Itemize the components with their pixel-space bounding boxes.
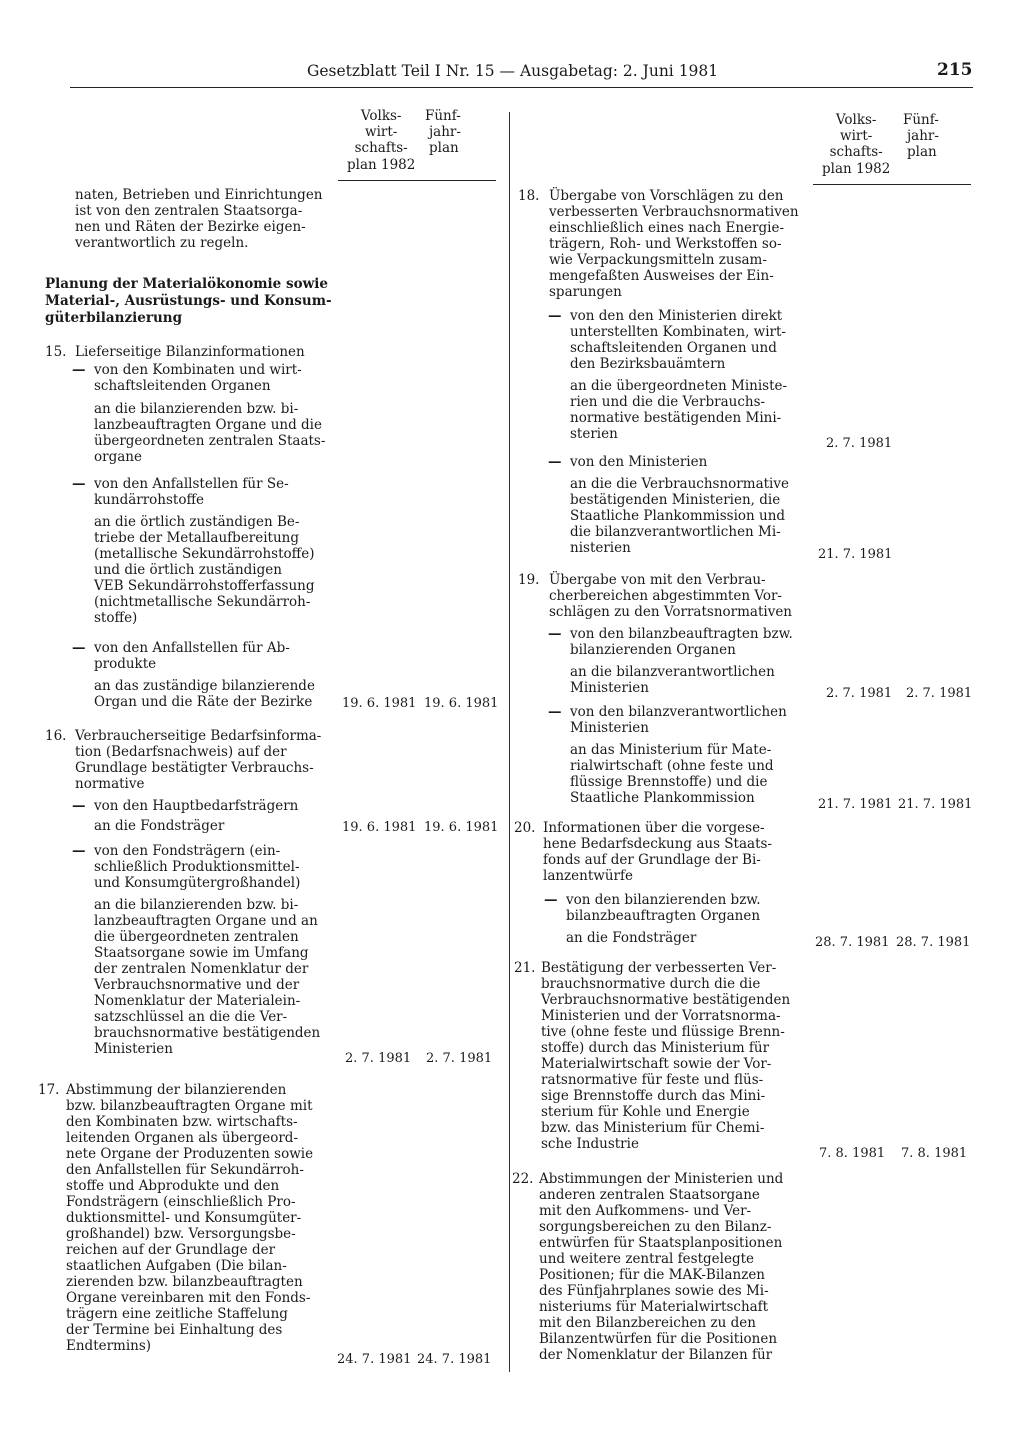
section-heading: Material-, Ausrüstungs- und Konsum- [45, 293, 332, 309]
text-line: lanzentwürfe [543, 868, 633, 884]
text-line: bzw. bilanzbeauftragten Organe mit [66, 1098, 313, 1114]
text-line: von den den Ministerien direkt [570, 308, 783, 324]
text-line: Übergabe von Vorschlägen zu den [549, 188, 784, 204]
text-line: duktionsmittel- und Konsumgüter- [66, 1210, 302, 1226]
text-line: hene Bedarfsdeckung aus Staats- [543, 836, 772, 852]
text-line: den Bezirksbauämtern [570, 356, 726, 372]
text-line: der zentralen Nomenklatur der [94, 961, 309, 977]
col-head-line: jahr- [907, 128, 939, 145]
text-line: Übergabe von mit den Verbrau- [549, 572, 766, 588]
text-line: sche Industrie [541, 1136, 639, 1152]
text-line: den Anfallstellen für Sekundärroh- [66, 1162, 304, 1178]
text-line: produkte [94, 656, 157, 672]
dash-bullet: — [548, 626, 562, 642]
text-line: anderen zentralen Staatsorgane [539, 1187, 760, 1203]
text-line: zierenden bzw. bilanzbeauftragten [66, 1274, 303, 1290]
col-head-line: Fünf- [425, 108, 461, 124]
text-line: schaftsleitenden Organen [94, 378, 271, 394]
col-head-fjp [903, 112, 939, 161]
item-number: 16. [45, 728, 67, 744]
text-line: normative bestätigenden Mini- [570, 410, 782, 426]
text-line: tion (Bedarfsnachweis) auf der [75, 744, 287, 760]
date-vwp: 2. 7. 1981 [826, 436, 893, 451]
item-number: 19. [518, 572, 540, 588]
text-line: nete Organe der Produzenten sowie [66, 1146, 314, 1162]
text-line: brauchsnormative durch die die [541, 976, 761, 992]
text-line: Staatliche Plankommission [570, 790, 755, 806]
text-line: Ministerien [94, 1041, 173, 1057]
text-line: lanzbeauftragten Organe und an [94, 913, 318, 929]
item-number: 15. [45, 344, 67, 360]
dash-bullet: — [548, 704, 562, 720]
text-line: staatlichen Aufgaben (Die bilan- [66, 1258, 287, 1274]
text-line: Staatliche Plankommission und [570, 508, 786, 524]
text-line: Materialwirtschaft sowie der Vor- [541, 1056, 772, 1072]
text-line: ratsnormative für feste und flüs- [541, 1072, 764, 1088]
text-line: kundärrohstoffe [94, 492, 205, 508]
text-line: von den Anfallstellen für Se- [94, 476, 289, 492]
col-head-line: Fünf- [903, 112, 939, 128]
text-line: ist von den zentralen Staatsorga- [75, 203, 303, 219]
text-line: bzw. das Ministerium für Chemi- [541, 1120, 765, 1136]
date-vwp: 7. 8. 1981 [819, 1146, 886, 1161]
date-vwp: 21. 7. 1981 [818, 547, 893, 562]
col-head-line: jahr- [429, 124, 461, 141]
col-head-fjp [425, 108, 461, 157]
column-divider [509, 112, 510, 1372]
text-line: sparungen [549, 284, 622, 300]
text-line: Verbraucherseitige Bedarfsinforma- [75, 728, 322, 744]
date-vwp: 24. 7. 1981 [337, 1352, 412, 1367]
col-head-line: plan 1982 [822, 160, 891, 177]
text-line: reichen auf der Grundlage der [66, 1242, 276, 1258]
text-line: an das zuständige bilanzierende [94, 678, 315, 694]
date-vwp: 19. 6. 1981 [342, 820, 417, 835]
dash-bullet: — [548, 454, 562, 470]
page-number: 215 [937, 60, 973, 80]
text-line: Ministerien [570, 680, 649, 696]
text-line: sorgungsbereichen zu den Bilanz- [539, 1219, 772, 1235]
text-line: und Konsumgütergroßhandel) [94, 875, 301, 891]
text-line: stoffe) durch das Ministerium für [541, 1040, 770, 1056]
dash-bullet: — [72, 476, 86, 492]
item-number: 20. [514, 820, 536, 836]
date-vwp: 2. 7. 1981 [826, 686, 893, 701]
text-line: nen und Räten der Bezirke eigen- [75, 219, 306, 235]
dash-bullet: — [544, 892, 558, 908]
text-line: normative [75, 776, 145, 792]
text-line: lanzbeauftragten Organe und die [94, 417, 322, 433]
text-line: Verbrauchsnormative und der [94, 977, 300, 993]
header-rule [70, 87, 973, 88]
text-line: unterstellten Kombinaten, wirt- [570, 324, 786, 340]
text-line: übergeordneten zentralen Staats- [94, 433, 326, 449]
text-line: Abstimmungen der Ministerien und [539, 1171, 784, 1187]
text-line: Staatsorgane sowie im Umfang [94, 945, 309, 961]
text-line: von den bilanzbeauftragten bzw. [570, 626, 793, 642]
text-line: satzschlüssel an die die Ver- [94, 1009, 288, 1025]
text-line: von den bilanzierenden bzw. [566, 892, 761, 908]
text-line: leitenden Organen als übergeord- [66, 1130, 299, 1146]
date-vwp: 19. 6. 1981 [342, 696, 417, 711]
text-line: an die die Verbrauchsnormative [570, 476, 789, 492]
text-line: Informationen über die vorgese- [543, 820, 765, 836]
text-line: den Kombinaten bzw. wirtschafts- [66, 1114, 298, 1130]
col-head-line: Volks- [835, 112, 877, 128]
text-line: sige Brennstoffe durch das Mini- [541, 1088, 766, 1104]
section-heading: Planung der Materialökonomie sowie [45, 276, 328, 292]
text-line: Abstimmung der bilanzierenden [66, 1082, 287, 1098]
text-line: mengefaßten Ausweises der Ein- [549, 268, 774, 284]
text-line: Ministerien und der Vorratsnorma- [541, 1008, 781, 1024]
dash-bullet: — [72, 798, 86, 814]
text-line: Bilanzentwürfen für die Positionen [539, 1331, 778, 1347]
text-line: stoffe und Abprodukte und den [66, 1178, 280, 1194]
date-fjp: 24. 7. 1981 [417, 1352, 492, 1367]
text-line: an die bilanzierenden bzw. bi- [94, 401, 299, 417]
dash-bullet: — [548, 308, 562, 324]
col-head-vwp [347, 108, 415, 173]
col-head-line: plan [429, 140, 459, 157]
text-line: von den Anfallstellen für Ab- [94, 640, 290, 656]
text-line: von den Ministerien [570, 454, 708, 470]
text-line: des Fünfjahrplanes sowie des Mi- [539, 1283, 769, 1299]
dash-bullet: — [72, 362, 86, 378]
text-line: trägern eine zeitliche Staffelung [66, 1306, 288, 1322]
text-line: an die übergeordneten Ministe- [570, 378, 788, 394]
col-head-line: schafts- [829, 144, 883, 161]
text-line: wie Verpackungsmitteln zusam- [549, 252, 767, 268]
col-head-line: Volks- [360, 108, 402, 124]
text-line: tive (ohne feste und flüssige Brenn- [541, 1024, 785, 1040]
text-line: an die Fondsträger [94, 818, 225, 834]
dash-bullet: — [72, 843, 86, 859]
dash-bullet: — [72, 640, 86, 656]
text-line: einschließlich eines nach Energie- [549, 220, 785, 236]
text-line: großhandel) bzw. Versorgungsbe- [66, 1226, 296, 1242]
date-vwp: 2. 7. 1981 [345, 1051, 412, 1066]
section-heading: güterbilanzierung [45, 310, 183, 326]
text-line: Fondsträgern (einschließlich Pro- [66, 1194, 296, 1210]
text-line: entwürfen für Staatsplanpositionen [539, 1235, 783, 1251]
text-line: an die bilanzierenden bzw. bi- [94, 897, 299, 913]
table-rule [813, 184, 971, 185]
col-head-vwp [822, 112, 890, 177]
text-line: bilanzbeauftragten Organen [566, 908, 761, 924]
text-line: schaftsleitenden Organen und [570, 340, 777, 356]
text-line: die bilanzverantwortlichen Mi- [570, 524, 781, 540]
text-line: von den Kombinaten und wirt- [94, 362, 302, 378]
text-line: schlägen zu den Vorratsnormativen [549, 604, 793, 620]
text-line: Ministerien [570, 720, 649, 736]
text-line: von den Hauptbedarfsträgern [94, 798, 299, 814]
date-vwp: 21. 7. 1981 [818, 797, 893, 812]
col-head-line: wirt- [840, 128, 873, 145]
col-head-line: wirt- [365, 124, 398, 141]
text-line: cherbereichen abgestimmten Vor- [549, 588, 782, 604]
text-line: Nomenklatur der Materialein- [94, 993, 301, 1009]
text-line: die übergeordneten zentralen [94, 929, 299, 945]
text-line: sterium für Kohle und Energie [541, 1104, 750, 1120]
text-line: verantwortlich zu regeln. [75, 235, 249, 251]
text-line: brauchsnormative bestätigenden [94, 1025, 321, 1041]
col-head-line: plan 1982 [347, 156, 416, 173]
date-fjp: 21. 7. 1981 [898, 797, 973, 812]
item-number: 21. [514, 960, 536, 976]
text-line: bestätigenden Ministerien, die [570, 492, 781, 508]
text-line: (metallische Sekundärrohstoffe) [94, 546, 315, 562]
text-line: stoffe) [94, 610, 138, 626]
text-line: nisteriums für Materialwirtschaft [539, 1299, 769, 1315]
text-line: mit den Aufkommens- und Ver- [539, 1203, 752, 1219]
item-number: 17. [38, 1082, 60, 1098]
text-line: Endtermins) [66, 1338, 152, 1354]
col-head-line: plan [907, 144, 937, 161]
date-fjp: 28. 7. 1981 [896, 935, 971, 950]
text-line: Organ und die Räte der Bezirke [94, 694, 313, 710]
date-vwp: 28. 7. 1981 [815, 935, 890, 950]
table-rule [338, 180, 496, 181]
text-line: (nichtmetallische Sekundärroh- [94, 594, 311, 610]
text-line: mit den Bilanzbereichen zu den [539, 1315, 756, 1331]
date-fjp: 7. 8. 1981 [901, 1146, 968, 1161]
text-line: sterien [570, 426, 618, 442]
date-fjp: 19. 6. 1981 [424, 696, 499, 711]
text-line: von den Fondsträgern (ein- [94, 843, 281, 859]
item-title: Lieferseitige Bilanzinformationen [75, 344, 305, 360]
text-line: der Nomenklatur der Bilanzen für [539, 1347, 773, 1363]
item-number: 18. [518, 188, 540, 204]
text-line: Grundlage bestätigter Verbrauchs- [75, 760, 314, 776]
date-fjp: 2. 7. 1981 [426, 1051, 493, 1066]
text-line: an die bilanzverantwortlichen [570, 664, 775, 680]
text-line: an das Ministerium für Mate- [570, 742, 772, 758]
text-line: Organe vereinbaren mit den Fonds- [66, 1290, 311, 1306]
text-line: und die örtlich zuständigen [94, 562, 282, 578]
text-line: verbesserten Verbrauchsnormativen [549, 204, 799, 220]
text-line: rien und die die Verbrauchs- [570, 394, 766, 410]
text-line: an die Fondsträger [566, 930, 697, 946]
col-head-line: schafts- [354, 140, 408, 157]
text-line: bilanzierenden Organen [570, 642, 736, 658]
header-title: Gesetzblatt Teil I Nr. 15 — Ausgabetag: 2. Juni 1981 [307, 62, 719, 80]
text-line: an die örtlich zuständigen Be- [94, 514, 300, 530]
text-line: nisterien [570, 540, 631, 556]
text-line: der Termine bei Einhaltung des [66, 1322, 283, 1338]
text-line: VEB Sekundärrohstofferfassung [94, 578, 315, 594]
text-line: Verbrauchsnormative bestätigenden [541, 992, 791, 1008]
text-line: Bestätigung der verbesserten Ver- [541, 960, 777, 976]
text-line: flüssige Brennstoffe) und die [570, 774, 768, 790]
text-line: von den bilanzverantwortlichen [570, 704, 787, 720]
text-line: naten, Betrieben und Einrichtungen [75, 187, 323, 203]
text-line: triebe der Metallaufbereitung [94, 530, 299, 546]
text-line: rialwirtschaft (ohne feste und [570, 758, 774, 774]
text-line: fonds auf der Grundlage der Bi- [543, 852, 761, 868]
text-line: organe [94, 449, 142, 465]
date-fjp: 19. 6. 1981 [424, 820, 499, 835]
item-number: 22. [512, 1171, 534, 1187]
text-line: trägern, Roh- und Werkstoffen so- [549, 236, 782, 252]
text-line: Positionen; für die MAK-Bilanzen [539, 1267, 766, 1283]
text-line: schließlich Produktionsmittel- [94, 859, 300, 875]
text-line: und weitere zentral festgelegte [539, 1251, 754, 1267]
date-fjp: 2. 7. 1981 [906, 686, 973, 701]
